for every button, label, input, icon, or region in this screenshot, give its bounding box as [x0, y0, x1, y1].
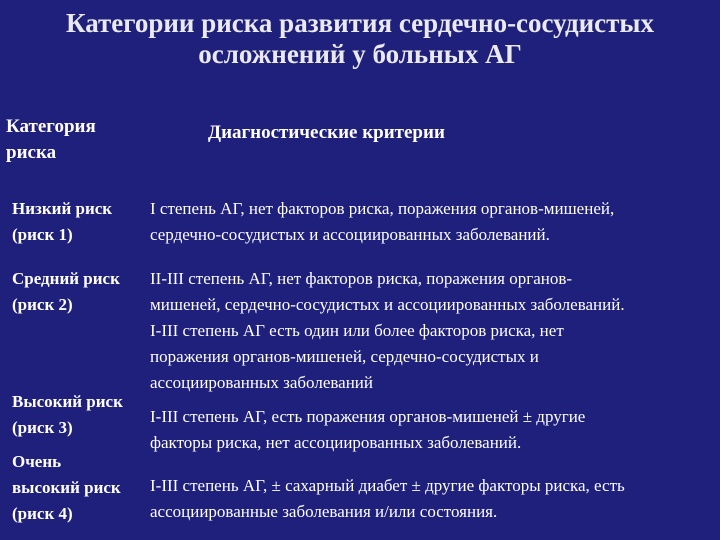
risk-criteria-line: I-III степень АГ, ± сахарный диабет ± другие факторы риска, есть	[150, 476, 625, 495]
risk-criteria-text	[150, 404, 716, 456]
column-header-criteria: Диагностические критерии	[208, 122, 445, 143]
risk-criteria-line: ассоциированные заболевания и/или состояния.	[150, 502, 498, 521]
risk-category-label	[12, 196, 152, 248]
slide-title-line-2: осложнений у больных АГ	[198, 39, 522, 69]
risk-category-label-line: Высокий риск	[12, 392, 123, 411]
risk-category-label-line: (риск 3)	[12, 418, 73, 437]
risk-criteria-line: факторы риска, нет ассоциированных заболеваний.	[150, 433, 522, 452]
risk-criteria-text	[150, 196, 716, 248]
slide-title	[30, 8, 690, 70]
risk-criteria-line: поражения органов-мишеней, сердечно-сосудистых и	[150, 347, 539, 366]
risk-criteria-text	[150, 473, 716, 525]
risk-criteria-line: ассоциированных заболеваний	[150, 373, 374, 392]
slide-title-line-1: Категории риска развития сердечно-сосудистых	[65, 8, 655, 38]
risk-category-label	[12, 449, 152, 527]
column-header-category	[6, 114, 146, 166]
risk-criteria-line: I-III степень АГ, есть поражения органов-мишеней ± другие	[150, 407, 586, 426]
risk-category-label-line: (риск 1)	[12, 225, 73, 244]
risk-criteria-line: II-III степень АГ, нет факторов риска, поражения органов-	[150, 269, 573, 288]
risk-criteria-line: сердечно-сосудистых и ассоциированных заболеваний.	[150, 225, 550, 244]
risk-category-label-line: высокий риск	[12, 478, 121, 497]
risk-category-label-line: Средний риск	[12, 269, 120, 288]
column-header-category-line-1: Категория	[6, 116, 96, 137]
risk-category-label	[12, 266, 152, 318]
risk-criteria-line: I-III степень АГ есть один или более факторов риска, нет	[150, 321, 564, 340]
risk-criteria-line: мишеней, сердечно-сосудистых и ассоциированных заболеваний.	[150, 295, 625, 314]
risk-category-label-line: Низкий риск	[12, 199, 113, 218]
risk-category-label-line: (риск 2)	[12, 295, 73, 314]
risk-criteria-line: I степень АГ, нет факторов риска, поражения органов-мишеней,	[150, 199, 615, 218]
risk-criteria-text	[150, 266, 716, 396]
risk-category-label	[12, 389, 152, 441]
risk-category-label-line: Очень	[12, 452, 62, 471]
risk-category-label-line: (риск 4)	[12, 504, 73, 523]
column-header-category-line-2: риска	[6, 142, 57, 163]
